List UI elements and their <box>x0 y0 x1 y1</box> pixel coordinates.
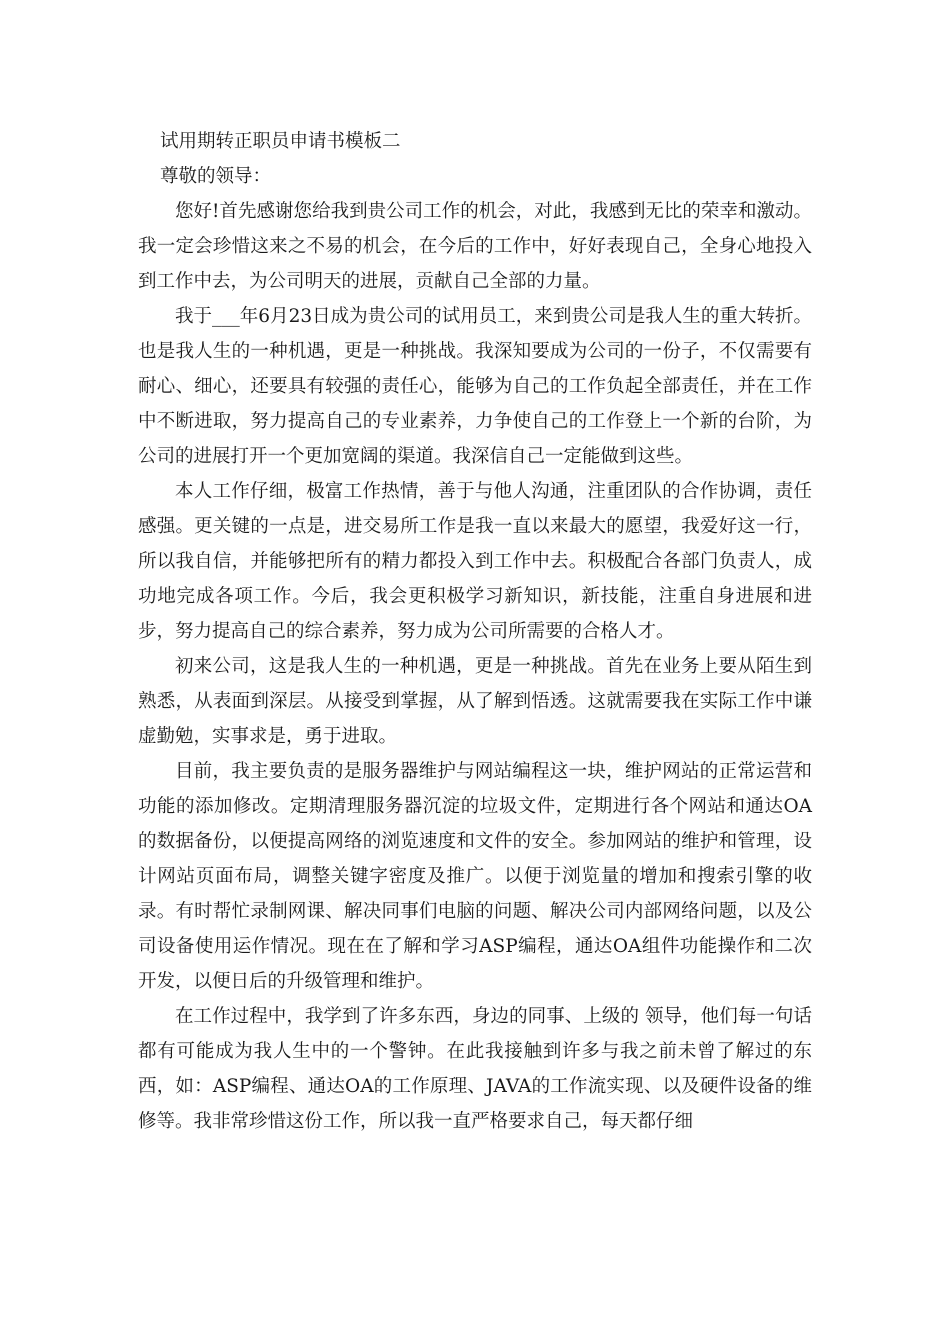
paragraph-greeting: 您好!首先感谢您给我到贵公司工作的机会，对此，我感到无比的荣幸和激动。我一定会珍惜这来之不易的机会，在今后的工作中，好好表现自己，全身心地投入到工作中去，为公司明天的进展，贡献自己全部的力量。 <box>138 201 812 292</box>
paragraph-new-to-company: 初来公司，这是我人生的一种机遇，更是一种挑战。首先在业务上要从陌生到熟悉，从表面到深层。从接受到掌握，从了解到悟透。这就需要我在实际工作中谦虚勤勉，实事求是，勇于进取。 <box>138 656 812 747</box>
paragraph-probation-start: 我于___年6月23日成为贵公司的试用员工，来到贵公司是我人生的重大转折。也是我人生的一种机遇，更是一种挑战。我深知要成为公司的一份子，不仅需要有耐心、细心，还要具有较强的责任心，能够为自己的工作负起全部责任，并在工作中不断进取，努力提高自己的专业素养，力争使自己的工作登上一个新的台阶，为公司的进展打开一个更加宽阔的渠道。我深信自己一定能做到这些。 <box>138 306 812 467</box>
document-title: 试用期转正职员申请书模板二 <box>160 131 401 152</box>
paragraph-self-evaluation: 本人工作仔细，极富工作热情，善于与他人沟通，注重团队的合作协调，责任感强。更关键的一点是，进交易所工作是我一直以来最大的愿望，我爱好这一行，所以我自信，并能够把所有的精力都投入到工作中去。积极配合各部门负责人，成功地完成各项工作。今后，我会更积极学习新知识，新技能，注重自身进展和进步，努力提高自己的综合素养，努力成为公司所需要的合格人才。 <box>138 481 812 642</box>
paragraph-current-duties: 目前，我主要负责的是服务器维护与网站编程这一块，维护网站的正常运营和功能的添加修改。定期清理服务器沉淀的垃圾文件，定期进行各个网站和通达OA的数据备份，以便提高网络的浏览速度和文件的安全。参加网站的维护和管理，设计网站页面布局，调整关键字密度及推广。以便于浏览量的增加和搜索引擎的收录。有时帮忙录制网课、解决同事们电脑的问题、解决公司内部网络问题，以及公司设备使用运作情况。现在在了解和学习ASP编程，通达OA组件功能操作和二次开发，以便日后的升级管理和维护。 <box>138 761 812 992</box>
salutation: 尊敬的领导： <box>160 166 272 187</box>
document-body <box>138 124 812 1139</box>
paragraph-learning: 在工作过程中，我学到了许多东西，身边的同事、上级的 领导，他们每一句话都有可能成为我人生中的一个警钟。在此我接触到许多与我之前未曾了解过的东西，如：ASP编程、通达OA的工作原理、JAVA的工作流实现、以及硬件设备的维修等。我非常珍惜这份工作，所以我一直严格要求自己，每天都仔细 <box>138 1006 812 1132</box>
